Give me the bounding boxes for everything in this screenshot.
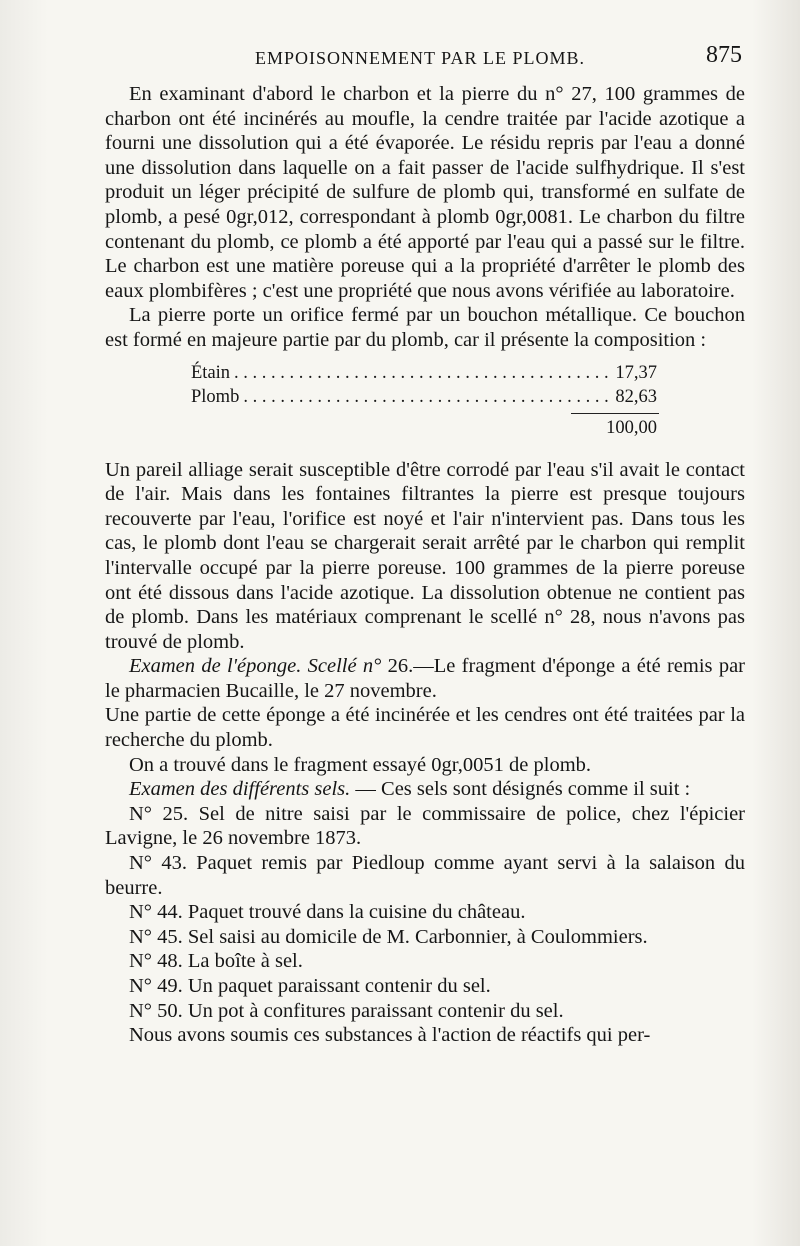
salt-item: N° 50. Un pot à confitures paraissant contenir du sel.	[129, 999, 564, 1022]
paragraph-alliage: Un pareil alliage serait susceptible d'être corrodé par l'eau s'il avait le contact de l'air. Mais dans les fontaines filtrantes la pierre est presque toujours recouverte par l'eau, l'orifice est noyé et l'air n'intervient pas. Dans tous les cas, le plomb dont l'eau se chargerait serait arrêté par le charbon qui remplit l'intervalle occupé par la pierre poreuse. 100 grammes de la pierre poreuse ont été dissous dans l'acide azotique. La dissolution obtenue ne contient pas de plomb. Dans les matériaux comprenant le scellé n° 28, nous n'avons pas trouvé de plomb.	[105, 458, 745, 653]
salts-heading: Examen des différents sels.	[129, 778, 351, 801]
composition-label: Étain	[191, 362, 231, 383]
leader-dots	[234, 361, 611, 385]
composition-value: 17,37	[615, 362, 657, 383]
paragraph-sponge-1: Une partie de cette éponge a été incinérée et les cendres ont été traitées par la recherche du plomb.	[105, 704, 745, 752]
paragraph-sponge-title	[105, 654, 745, 703]
salt-item: N° 44. Paquet trouvé dans la cuisine du château.	[129, 901, 526, 924]
sponge-heading-text: 26.—Le fragment d'éponge a été remis par le pharmacien Bucaille, le 27 novembre.	[105, 655, 745, 702]
composition-row-etain	[105, 361, 745, 385]
paragraph-charbon: En examinant d'abord le charbon et la pierre du n° 27, 100 grammes de charbon ont été incinérés au moufle, la cendre traitée par l'acide azotique a fourni une dissolution qui a été évaporée. Le résidu repris par l'eau a donné une dissolution dans laquelle on a fait passer de l'acide sulfhydrique. Il s'est produit un léger précipité de sulfure de plomb qui, transformé en sulfate de plomb, a pesé 0gr,012, correspondant à plomb 0gr,0081. Le charbon du filtre contenant du plomb, ce plomb a été apporté par l'eau qui a passé sur le filtre. Le charbon est une matière poreuse qui a la propriété d'arrêter le plomb des eaux plombifères ; c'est une propriété que nous avons vérifiée au laboratoire.	[105, 83, 745, 302]
composition-table	[105, 361, 745, 440]
salt-item: N° 45. Sel saisi au domicile de M. Carbonnier, à Coulommiers.	[129, 925, 648, 948]
paragraph-closing: Nous avons soumis ces substances à l'action de réactifs qui per-	[129, 1024, 651, 1047]
composition-row-plomb	[105, 385, 745, 409]
sponge-heading: Examen de l'éponge. Scellé n°	[129, 655, 382, 678]
leader-dots	[243, 385, 611, 409]
paragraph-sponge-2: On a trouvé dans le fragment essayé 0gr,0051 de plomb.	[129, 753, 592, 776]
composition-total: 100,00	[606, 417, 657, 438]
page-header	[105, 42, 742, 78]
salt-item: N° 48. La boîte à sel.	[129, 950, 303, 973]
paragraph-pierre: La pierre porte un orifice fermé par un bouchon métallique. Ce bouchon est formé en majeure partie par du plomb, car il présente la composition :	[105, 304, 745, 351]
page-body	[105, 82, 745, 1048]
salt-item: N° 43. Paquet remis par Piedloup comme ayant servi à la salaison du beurre.	[105, 852, 745, 899]
paragraph-salts-title	[105, 777, 745, 802]
sum-rule	[571, 413, 659, 414]
salt-item: N° 25. Sel de nitre saisi par le commissaire de police, chez l'épicier Lavigne, le 26 novembre 1873.	[105, 802, 745, 850]
salts-heading-text: — Ces sels sont désignés comme il suit :	[350, 778, 691, 801]
composition-value: 82,63	[615, 386, 657, 407]
composition-label: Plomb	[191, 386, 240, 407]
page-number: 875	[706, 42, 742, 68]
salt-item: N° 49. Un paquet paraissant contenir du sel.	[129, 975, 491, 997]
running-title: EMPOISONNEMENT PAR LE PLOMB.	[255, 48, 586, 68]
